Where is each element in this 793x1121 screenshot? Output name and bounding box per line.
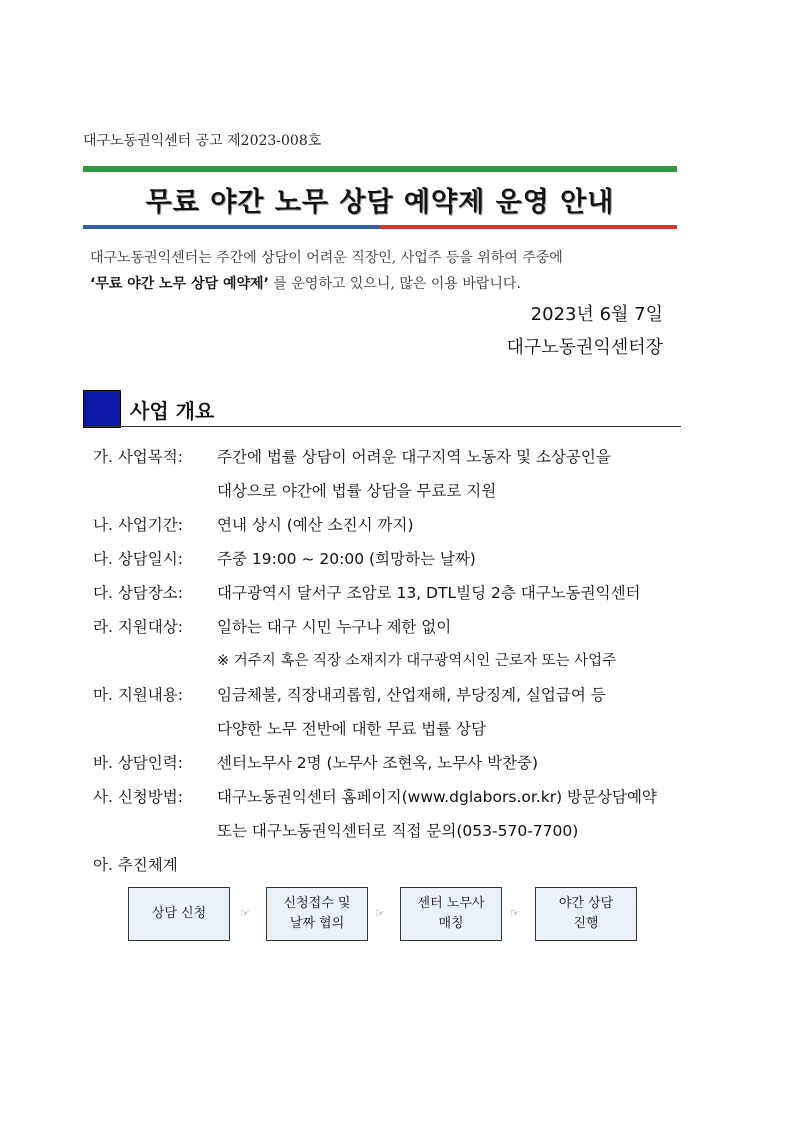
item-label: 가. 사업목적: <box>93 448 183 466</box>
item-target-note <box>93 644 693 678</box>
title-bottom-bar <box>83 225 677 229</box>
item-period <box>93 508 693 542</box>
flow-step-matching <box>400 887 502 941</box>
intro-line-1: 대구노동권익센터는 주간에 상담이 어려운 직장인, 사업주 등을 위하여 주중에 <box>90 250 563 266</box>
flow-step-line: 야간 상담 <box>558 896 614 911</box>
item-label: 라. 지원대상: <box>93 618 183 636</box>
item-location <box>93 576 693 610</box>
item-note: ※ 거주지 혹은 직장 소재지가 대구광역시인 근로자 또는 사업주 <box>217 653 617 669</box>
item-value: 센터노무사 2명 (노무사 조현옥, 노무사 박찬중) <box>217 754 539 772</box>
intro-line-2-rest: 를 운영하고 있으니, 많은 이용 바랍니다. <box>268 276 521 292</box>
item-application <box>93 780 693 814</box>
overview-items <box>93 440 693 882</box>
flow-step-line: 상담 신청 <box>151 906 207 921</box>
pointing-hand-icon: ☞ <box>240 907 250 920</box>
item-label: 다. 상담장소: <box>93 584 183 602</box>
flow-step-line: 신청접수 및 <box>283 896 351 911</box>
pointing-hand-icon: ☞ <box>510 907 520 920</box>
item-target <box>93 610 693 644</box>
title-top-bar <box>83 166 677 172</box>
title-bottom-bar-red <box>380 225 677 229</box>
title-bottom-bar-blue <box>83 225 380 229</box>
item-label: 나. 사업기간: <box>93 516 183 534</box>
intro-line-2 <box>90 271 680 297</box>
flow-step-line: 진행 <box>573 916 599 931</box>
item-value: 연내 상시 (예산 소진시 까지) <box>217 516 414 534</box>
item-content <box>93 678 693 712</box>
item-datetime <box>93 542 693 576</box>
item-label: 바. 상담인력: <box>93 754 183 772</box>
flow-step-line: 매칭 <box>438 916 464 931</box>
notice-signer: 대구노동권익센터장 <box>506 337 663 358</box>
item-value: 주중 19:00 ~ 20:00 (희망하는 날짜) <box>217 550 476 568</box>
item-value: 임금체불, 직장내괴롭힘, 산업재해, 부당징계, 실업급여 등 <box>217 686 606 704</box>
item-value: 주간에 법률 상담이 어려운 대구지역 노동자 및 소상공인을 <box>217 448 611 466</box>
item-label: 아. 추진체계 <box>93 856 178 874</box>
flow-step-receipt <box>266 887 368 941</box>
intro-highlight: ‘무료 야간 노무 상담 예약제’ <box>90 276 269 292</box>
item-value-cont: 대상으로 야간에 법률 상담을 무료로 지원 <box>217 482 497 500</box>
notice-date: 2023년 6월 7일 <box>530 304 663 325</box>
item-application-cont <box>93 814 693 848</box>
intro-paragraph <box>90 245 680 297</box>
pointing-hand-icon: ☞ <box>375 907 385 920</box>
item-value: 대구노동권익센터 홈페이지(www.dglabors.or.kr) 방문상담예약 <box>217 788 657 806</box>
item-value: 대구광역시 달서구 조암로 13, DTL빌딩 2층 대구노동권익센터 <box>217 584 641 602</box>
item-value-cont: 또는 대구노동권익센터로 직접 문의(053-570-7700) <box>217 822 579 840</box>
item-value-cont: 다양한 노무 전반에 대한 무료 법률 상담 <box>217 720 487 738</box>
process-flow <box>128 887 638 943</box>
item-process <box>93 848 693 882</box>
item-label: 마. 지원내용: <box>93 686 183 704</box>
flow-step-consult <box>535 887 637 941</box>
item-purpose <box>93 440 693 474</box>
page-title: 무료 야간 노무 상담 예약제 운영 안내 <box>145 187 615 218</box>
item-purpose-cont <box>93 474 693 508</box>
notice-number: 대구노동권익센터 공고 제2023-008호 <box>83 133 322 149</box>
section-title: 사업 개요 <box>130 399 215 423</box>
flow-step-line: 날짜 협의 <box>289 916 345 931</box>
item-label: 사. 신청방법: <box>93 788 183 806</box>
item-value: 일하는 대구 시민 누구나 제한 없이 <box>217 618 452 636</box>
section-divider <box>83 426 681 427</box>
section-marker <box>83 390 121 428</box>
flow-step-apply <box>128 887 230 941</box>
item-label: 다. 상담일시: <box>93 550 183 568</box>
flow-step-line: 센터 노무사 <box>417 896 485 911</box>
item-staff <box>93 746 693 780</box>
item-content-cont <box>93 712 693 746</box>
